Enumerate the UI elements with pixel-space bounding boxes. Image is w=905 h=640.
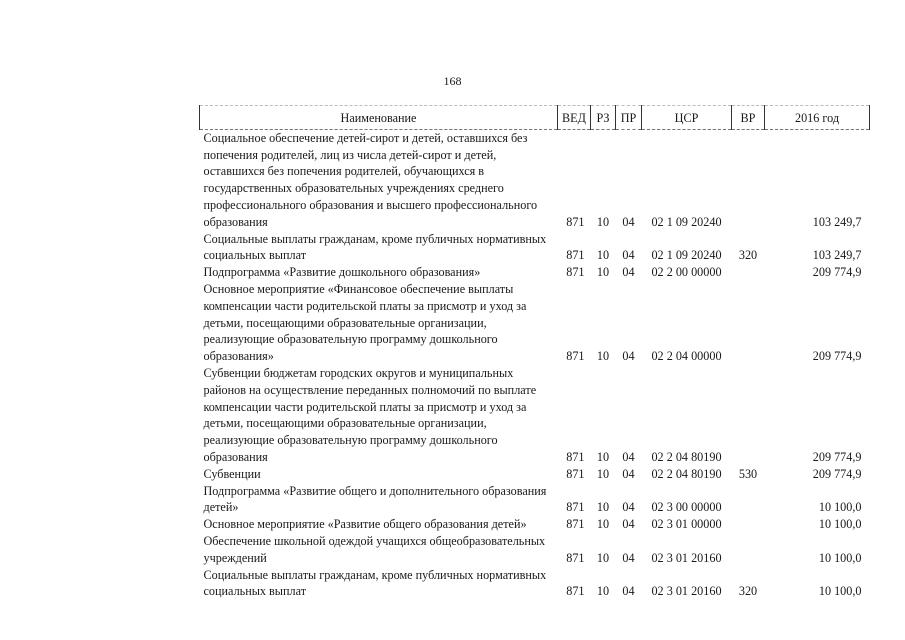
row-pr: 04	[622, 500, 635, 515]
table-row	[200, 264, 870, 281]
row-rz: 10	[596, 466, 610, 481]
header-ved: ВЕД	[558, 106, 591, 130]
table-row	[200, 281, 870, 365]
row-ved: 871	[566, 500, 585, 515]
row-name: Социальные выплаты гражданам, кроме публичных нормативных социальных выплат	[203, 231, 547, 263]
row-csr: 02 2 00 00000	[651, 265, 722, 280]
row-vr	[732, 281, 765, 365]
row-name: Обеспечение школьной одеждой учащихся общеобразовательных учреждений	[203, 533, 546, 565]
table-row	[200, 567, 870, 601]
row-pr: 04	[622, 584, 635, 599]
row-ved: 871	[566, 214, 585, 229]
row-csr: 02 3 01 20160	[651, 550, 722, 565]
page-number: 168	[443, 74, 462, 88]
row-amount: 209 774,9	[812, 466, 862, 481]
row-rz: 10	[596, 584, 610, 599]
row-csr: 02 3 00 00000	[651, 500, 722, 515]
row-vr	[732, 264, 765, 281]
row-vr	[732, 516, 765, 533]
row-rz: 10	[596, 550, 610, 565]
row-pr: 04	[622, 248, 635, 263]
row-amount: 209 774,9	[812, 265, 862, 280]
row-csr: 02 3 01 00000	[651, 517, 722, 532]
row-csr: 02 2 04 80190	[651, 466, 722, 481]
row-ved: 871	[566, 584, 585, 599]
row-name: Социальное обеспечение детей-сирот и детей, оставшихся без попечения родителей, лиц из числа детей-сирот и детей, оставшихся без попечения родителей, обучающихся в государственных образовательных учреждениях среднего профессионального образования и высшего профессионального образования	[203, 130, 538, 229]
row-name: Основное мероприятие «Финансовое обеспечение выплаты компенсации части родительской платы за присмотр и уход за детьми, посещающими образовательные организации, реализующие образовательную программу дошкольного образования»	[203, 281, 527, 364]
table-header-row	[200, 106, 870, 130]
row-vr: 530	[738, 466, 758, 481]
table-row	[200, 231, 870, 265]
row-vr	[732, 365, 765, 466]
row-pr: 04	[622, 349, 635, 364]
row-rz: 10	[596, 500, 610, 515]
row-amount: 209 774,9	[812, 449, 862, 464]
row-pr: 04	[622, 466, 635, 481]
row-pr: 04	[622, 449, 635, 464]
row-vr: 320	[738, 248, 758, 263]
header-rz: РЗ	[591, 106, 616, 130]
row-name: Субвенции	[203, 466, 261, 481]
row-ved: 871	[566, 349, 585, 364]
row-vr	[732, 533, 765, 567]
table-row	[200, 516, 870, 533]
header-csr: ЦСР	[642, 106, 732, 130]
row-ved: 871	[566, 449, 585, 464]
row-amount: 103 249,7	[812, 214, 862, 229]
row-name: Основное мероприятие «Развитие общего образования детей»	[203, 517, 527, 532]
row-name: Социальные выплаты гражданам, кроме публичных нормативных социальных выплат	[203, 567, 547, 599]
table-row	[200, 129, 870, 230]
table-row	[200, 365, 870, 466]
row-pr: 04	[622, 214, 635, 229]
row-vr: 320	[738, 584, 758, 599]
budget-table	[199, 105, 870, 600]
table-row	[200, 466, 870, 483]
header-pr: ПР	[616, 106, 642, 130]
row-amount: 10 100,0	[818, 584, 862, 599]
row-amount: 103 249,7	[812, 248, 862, 263]
row-rz: 10	[596, 349, 610, 364]
table-row	[200, 533, 870, 567]
row-ved: 871	[566, 248, 585, 263]
row-vr	[732, 129, 765, 230]
row-ved: 871	[566, 466, 585, 481]
row-ved: 871	[566, 265, 585, 280]
row-csr: 02 3 01 20160	[651, 584, 722, 599]
row-rz: 10	[596, 517, 610, 532]
row-name: Подпрограмма «Развитие общего и дополнительного образования детей»	[203, 483, 547, 515]
row-rz: 10	[596, 265, 610, 280]
row-amount: 10 100,0	[818, 550, 862, 565]
row-amount: 10 100,0	[818, 500, 862, 515]
header-name: Наименование	[200, 106, 558, 130]
row-ved: 871	[566, 550, 585, 565]
row-name: Субвенции бюджетам городских округов и муниципальных районов на осуществление переданных полномочий по выплате компенсации части родительской платы за присмотр и уход за детьми, посещающими образовательные организации, реализующие образовательную программу дошкольного образования	[203, 365, 537, 464]
row-pr: 04	[622, 517, 635, 532]
row-csr: 02 2 04 00000	[651, 349, 722, 364]
row-amount: 10 100,0	[818, 517, 862, 532]
row-name: Подпрограмма «Развитие дошкольного образования»	[203, 265, 481, 280]
row-pr: 04	[622, 550, 635, 565]
table-row	[200, 483, 870, 517]
row-ved: 871	[566, 517, 585, 532]
row-pr: 04	[622, 265, 635, 280]
row-vr	[732, 483, 765, 517]
row-rz: 10	[596, 248, 610, 263]
row-csr: 02 2 04 80190	[651, 449, 722, 464]
row-rz: 10	[596, 214, 610, 229]
row-csr: 02 1 09 20240	[651, 214, 722, 229]
row-amount: 209 774,9	[812, 349, 862, 364]
header-vr: ВР	[732, 106, 765, 130]
row-rz: 10	[596, 449, 610, 464]
row-csr: 02 1 09 20240	[651, 248, 722, 263]
header-year: 2016 год	[765, 106, 870, 130]
